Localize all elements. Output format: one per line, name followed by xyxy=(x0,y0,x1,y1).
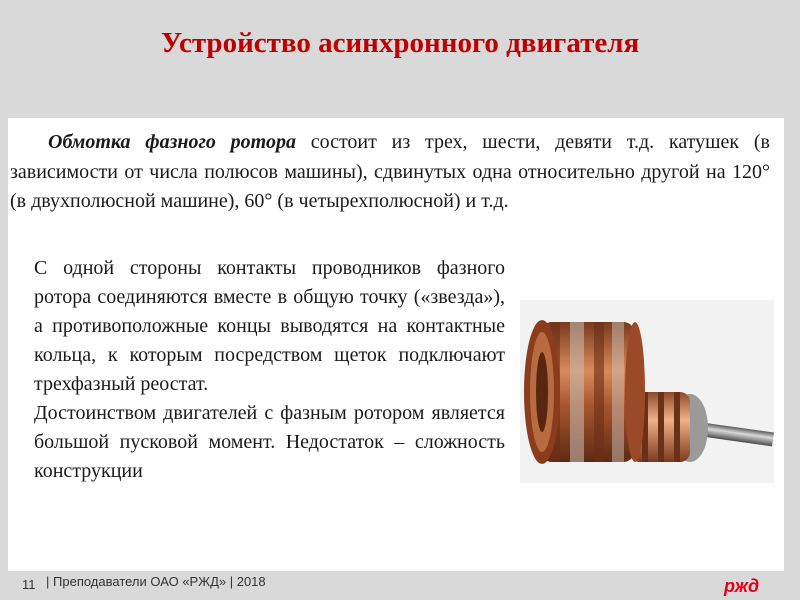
rotor-photo xyxy=(520,300,774,483)
title-bar xyxy=(0,0,800,118)
intro-text: состоит из трех, шести, девяти т.д. катушек (в зависимости от числа полюсов машины), сдвинутых одна относительно другой на 120° (в двухполюсной машине), 60° (в четырехполюсной) и т.д. xyxy=(10,131,770,212)
right-border xyxy=(784,118,800,571)
left-border xyxy=(0,118,8,571)
intro-term: Обмотка фазного ротора xyxy=(48,131,296,153)
logo-text: ржд xyxy=(724,576,760,596)
paragraph-connection: С одной стороны контакты проводников фазного ротора соединяются вместе в общую точку («звезда»), а противоположные концы выводятся на контактные кольца, к которым посредством щеток подключают трехфазный реостат. xyxy=(34,257,505,395)
footer-bar xyxy=(0,571,800,600)
intro-paragraph xyxy=(10,128,770,217)
footer-label: Преподаватели ОАО «РЖД» | 2018 xyxy=(53,574,266,589)
rzd-logo-icon xyxy=(722,573,772,597)
body-text xyxy=(34,254,505,486)
footer-separator: | xyxy=(46,574,50,589)
slide-title: Устройство асинхронного двигателя xyxy=(160,27,640,59)
paragraph-advantages: Достоинством двигателей с фазным ротором является большой пусковой момент. Недостаток – сложность конструкции xyxy=(34,402,505,482)
footer-text xyxy=(46,574,266,589)
page-number: 11 xyxy=(22,577,36,592)
